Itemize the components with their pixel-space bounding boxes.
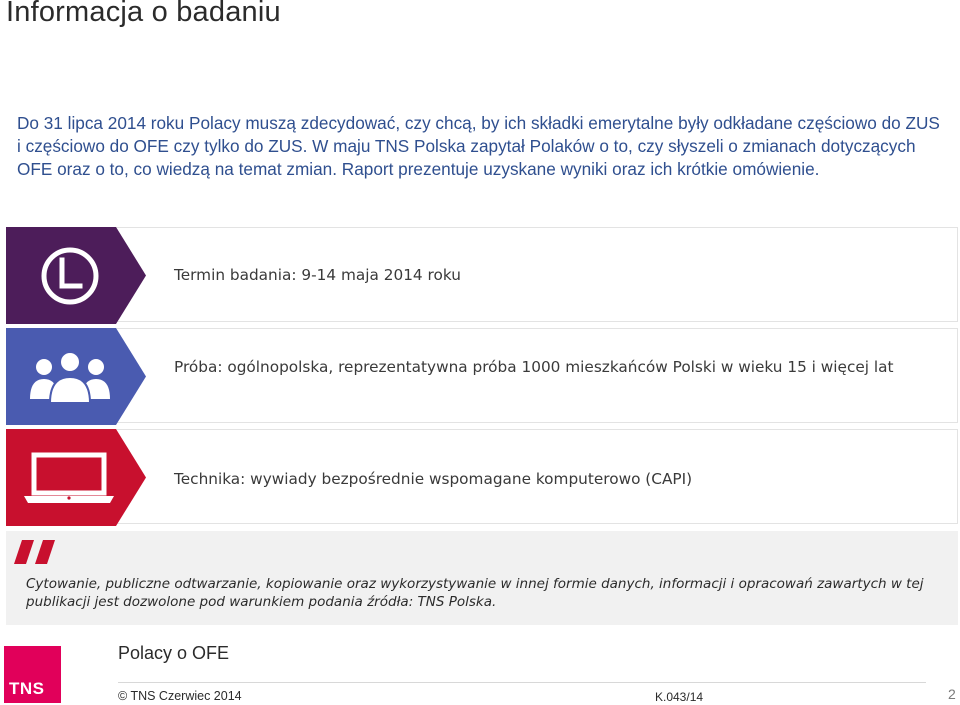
info-row-technique — [6, 429, 958, 524]
page-number: 2 — [948, 686, 956, 702]
citation-notice — [6, 531, 958, 625]
info-row-text: Technika: wywiady bezpośrednie wspomagane komputerowo (CAPI) — [174, 470, 693, 488]
info-row-text: Próba: ogólnopolska, reprezentatywna próba 1000 mieszkańców Polski w wieku 15 i więcej lat — [174, 358, 894, 376]
footer-divider — [118, 682, 926, 683]
intro-paragraph: Do 31 lipca 2014 roku Polacy muszą zdecydować, czy chcą, by ich składki emerytalne były odkładane częściowo do ZUS i częściowo do OFE czy tylko do ZUS. W maju TNS Polska zapytał Polaków o to, czy słyszeli o zmianach dotyczących OFE oraz o to, co wiedzą na temat zmian. Raport prezentuje uzyskane wyniki oraz ich krótkie omówienie. — [17, 113, 940, 179]
laptop-icon — [24, 452, 114, 509]
info-row-date — [6, 227, 958, 322]
info-row-sample — [6, 328, 958, 423]
tns-logo — [4, 646, 61, 703]
footer-doc-ref: K.043/14 — [655, 690, 704, 704]
page-title: Informacja o badaniu — [6, 0, 281, 28]
footer-title: Polacy o OFE — [118, 643, 230, 663]
footer-copyright: © TNS Czerwiec 2014 — [118, 689, 242, 703]
quote-mark-icon — [14, 540, 56, 571]
clock-icon — [40, 246, 100, 311]
info-row-text: Termin badania: 9-14 maja 2014 roku — [174, 266, 461, 284]
tns-logo-text: TNS — [9, 679, 45, 698]
people-icon — [28, 351, 112, 408]
citation-text: Cytowanie, publiczne odtwarzanie, kopiowanie oraz wykorzystywanie w innej formie danych, informacji i opracowań zawartych w tej publikacji jest dozwolone pod warunkiem podania źródła: TNS Polska. — [26, 576, 924, 610]
